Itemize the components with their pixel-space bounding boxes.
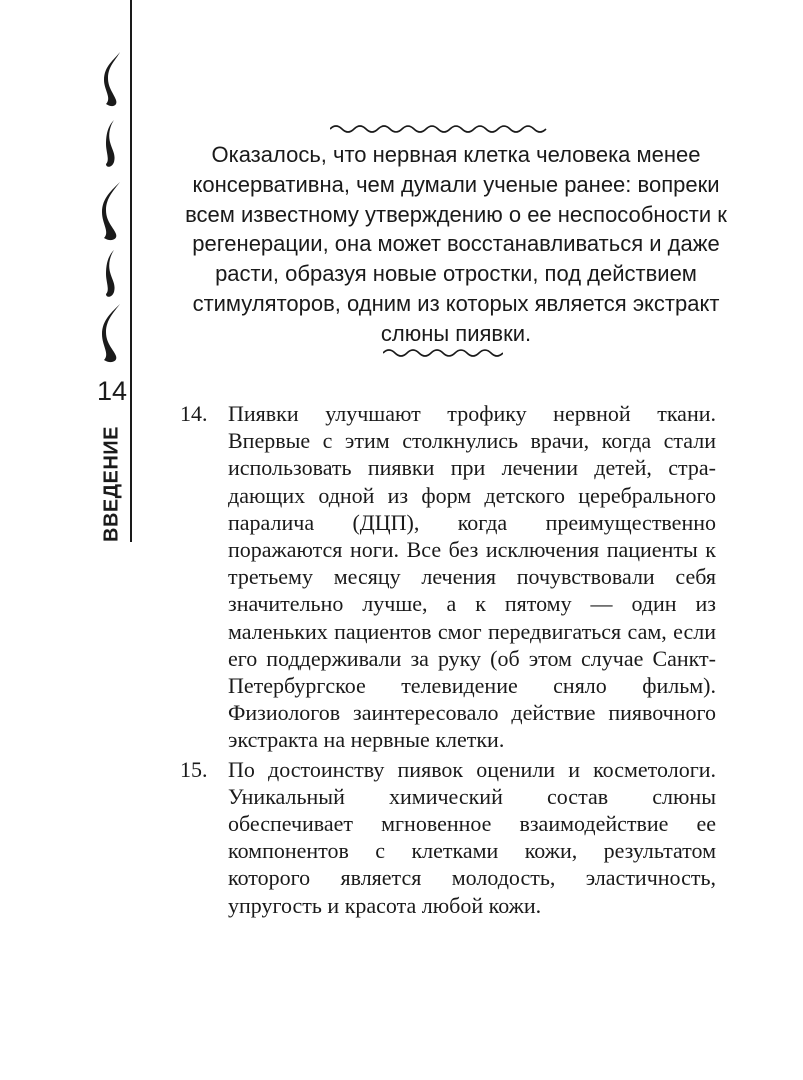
section-label: ВВЕДЕНИЕ xyxy=(100,426,123,542)
leech-icon xyxy=(102,182,120,240)
callout-text: Оказалось, что нервная клетка человека менее консервативна, чем думали ученые ранее: вопреки всем известному утверждению о ее неспособности к регенерации, она может восстанавливаться и даже расти, образуя новые отростки, под действием стимуляторов, одним из которых является экстракт слюны пиявки. xyxy=(185,142,727,346)
list-item-number: 15. xyxy=(180,756,208,782)
leech-icon xyxy=(104,52,120,106)
leech-icon xyxy=(102,304,120,362)
list-item-number: 14. xyxy=(180,401,208,426)
page-number: 14 xyxy=(96,376,128,406)
wave-divider-top xyxy=(330,122,552,136)
wave-divider-bottom xyxy=(383,346,503,360)
list-item xyxy=(180,400,716,754)
leech-decoration xyxy=(92,50,136,370)
list-item-text: По достоинству пиявок оценили и косметологи. Уникальный химический состав слюны обеспечивает мгновенное взаимодействие ее компонентов с клетками кожи, результатом которого является молодость, эластичность, упругость и красота любой кожи. xyxy=(228,756,716,918)
numbered-list xyxy=(180,400,716,921)
leech-icon xyxy=(106,120,115,167)
list-item xyxy=(180,756,716,919)
leech-icon xyxy=(106,250,115,297)
list-item-text: Пиявки улучшают трофику нервной ткани. Впервые с этим столкнулись врачи, когда стали использовать пиявки при лечении детей, страдающих одной из форм детского церебрального паралича (ДЦП), когда преимущественно поражаются ноги. Все без исключения пациенты к третьему месяцу лечения почувствовали себя значительно лучше, а к пятому — один из маленьких пациентов смог передвигаться сам, если его поддерживали за руку (об этом случае Санкт-Петербургское телевидение сняло фильм). Физиологов заинтересовало действие пиявочного экстракта на нервные клетки. xyxy=(228,401,716,753)
